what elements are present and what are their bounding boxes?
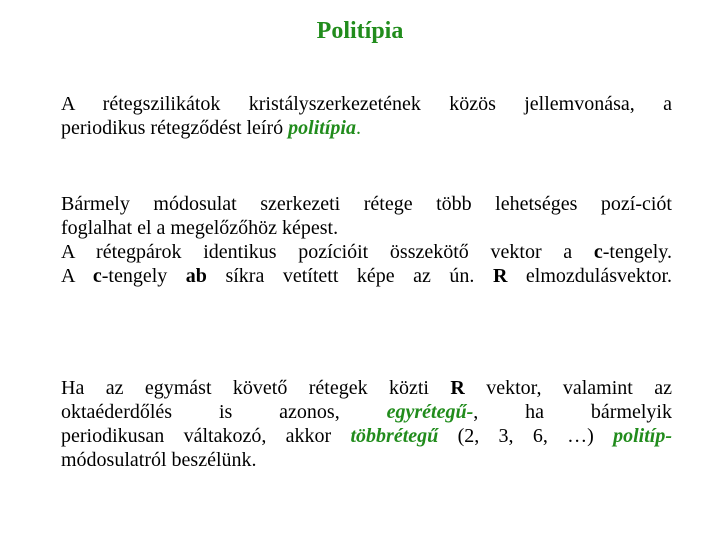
bold-r: R [450,377,465,399]
paragraph-polytypes [61,376,672,472]
bold-r: R [492,265,508,287]
term-tobbretegu: többrétegű [350,425,439,447]
bold-c: c [593,241,603,263]
paragraph-polytypes-line-1: Ha az egymást követő rétegek közti R vektor, valamint az [61,377,672,399]
term-politipia: politípia [288,117,356,139]
paragraph-polytypes-line-2: oktaéderdőlés is azonos, egyrétegű-, ha bármelyik [61,401,672,423]
paragraph-polytypes-line-4: módosulatról beszélünk. [61,449,257,471]
bold-ab: ab [185,265,207,287]
page-title: Politípia [316,18,404,44]
paragraph-polytypes-line-3: periodikusan váltakozó, akkor többrétegű (2, 3, 6, …) politíp- [61,425,672,447]
term-politip: politíp- [613,425,672,447]
paragraph-structure [61,192,672,288]
paragraph-structure-line-4: A c-tengely ab síkra vetített képe az ún. R elmozdulásvektor. [61,265,672,287]
paragraph-structure-line-1: Bármely módosulat szerkezeti rétege több lehetséges pozí-ciót [61,193,672,215]
paragraph-intro-line-2: periodikus rétegződést leíró politípia. [61,117,361,139]
paragraph-intro [61,92,672,140]
paragraph-structure-line-2: foglalhat el a megelőzőhöz képest. [61,217,339,239]
paragraph-structure-line-3: A rétegpárok identikus pozícióit összekötő vektor a c-tengely. [61,241,672,263]
term-egyretegu: egyrétegű- [386,401,474,423]
paragraph-intro-line-1: A rétegszilikátok kristályszerkezetének közös jellemvonása, a [61,93,672,115]
bold-c: c [92,265,102,287]
